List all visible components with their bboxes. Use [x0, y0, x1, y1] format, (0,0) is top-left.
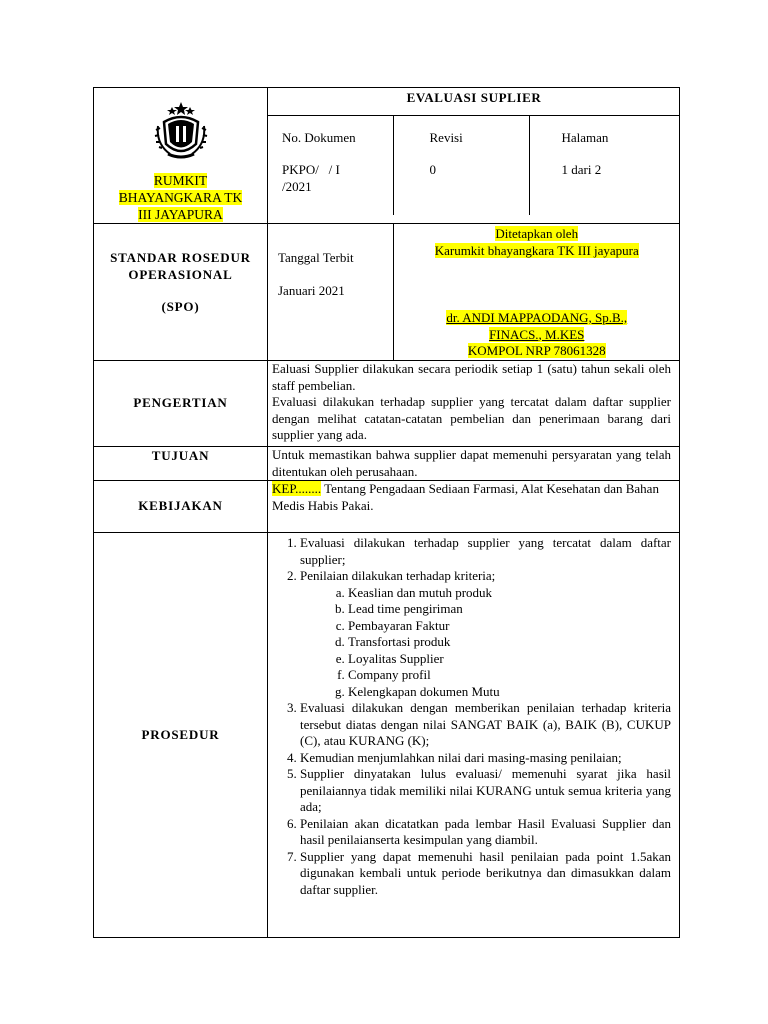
prosedur-content — [268, 533, 680, 938]
prosedur-item-text: Penilaian dilakukan terhadap kriteria; — [300, 568, 496, 583]
tujuan-label: TUJUAN — [94, 447, 268, 481]
halaman-value: 1 dari 2 — [561, 162, 602, 177]
prosedur-item: 7. Supplier yang dapat memenuhi hasil penilaian pada point 1.5akan digunakan kembali untuk periode berikutnya dan dimasukkan dalam daftar supplier. — [300, 849, 671, 899]
pengertian-content — [268, 361, 680, 447]
halaman-cell — [529, 115, 680, 215]
title-cell — [268, 88, 680, 224]
spo-line-3: (SPO) — [161, 299, 200, 314]
kriteria-item: a. Keaslian dan mutuh produk — [348, 585, 671, 602]
institution-line-2: BHAYANGKARA TK — [118, 190, 243, 205]
kebijakan-text: Tentang Pengadaan Sediaan Farmasi, Alat Kesehatan dan Bahan Medis Habis Pakai. — [272, 481, 659, 513]
doc-number-cell — [268, 115, 393, 215]
doc-number-value-2: /2021 — [282, 178, 312, 194]
signer-title: FINACS., M.KES — [489, 326, 585, 342]
ditetapkan-line-1: Ditetapkan oleh — [495, 226, 579, 241]
prosedur-label: PROSEDUR — [94, 533, 268, 938]
spo-label-cell — [94, 224, 268, 361]
signer-nrp: KOMPOL NRP 78061328 — [467, 343, 606, 358]
kriteria-item: g. Kelengkapan dokumen Mutu — [348, 684, 671, 701]
spo-detail-cell — [268, 224, 680, 361]
kriteria-item: b. Lead time pengiriman — [348, 601, 671, 618]
institution-cell — [94, 88, 268, 224]
document-title: EVALUASI SUPLIER — [268, 88, 680, 115]
doc-number-label: No. Dokumen — [282, 129, 356, 145]
revisi-value: 0 — [429, 162, 436, 177]
signer-name: dr. ANDI MAPPAODANG, Sp.B., — [446, 310, 628, 325]
tanggal-value: Januari 2021 — [278, 282, 345, 298]
pengertian-paragraph-2: Evaluasi dilakukan terhadap supplier yang tercatat dalam daftar supplier dengan melihat catatan-catatan pembelian dan penerimaan barang dari supplier yang ada. — [272, 394, 671, 442]
halaman-label: Halaman — [561, 129, 609, 145]
prosedur-item: 5. Supplier dinyatakan lulus evaluasi/ memenuhi syarat jika hasil penilaiannya tidak memiliki nilai KURANG untuk semua kriteria yang ada; — [300, 766, 671, 816]
prosedur-item: 1. Evaluasi dilakukan terhadap supplier yang tercatat dalam daftar supplier; — [300, 535, 671, 568]
revisi-cell — [393, 115, 529, 215]
kriteria-item: c. Pembayaran Faktur — [348, 618, 671, 635]
prosedur-list — [272, 535, 671, 898]
police-emblem-icon — [150, 100, 212, 162]
tanggal-cell — [268, 224, 393, 360]
doc-number-value-1: PKPO/ / I — [282, 162, 340, 177]
kriteria-list — [300, 585, 671, 701]
spo-document — [93, 87, 679, 938]
kriteria-item: e. Loyalitas Supplier — [348, 651, 671, 668]
institution-line-3: III JAYAPURA — [138, 207, 223, 222]
kebijakan-content — [268, 481, 680, 533]
prosedur-item: 4. Kemudian menjumlahkan nilai dari masing-masing penilaian; — [300, 750, 671, 767]
tujuan-content: Untuk memastikan bahwa supplier dapat memenuhi persyaratan yang telah ditentukan oleh perusahaan. — [268, 447, 680, 481]
prosedur-item — [300, 568, 671, 700]
pengertian-label: PENGERTIAN — [94, 361, 268, 447]
kriteria-item: d. Transfortasi produk — [348, 634, 671, 651]
prosedur-item: 6. Penilaian akan dicatatkan pada lembar Hasil Evaluasi Supplier dan hasil penilaianserta kesimpulan yang diambil. — [300, 816, 671, 849]
ditetapkan-line-2: Karumkit bhayangkara TK III jayapura — [434, 242, 639, 258]
spo-line-1: STANDAR ROSEDUR — [110, 250, 251, 265]
pengertian-paragraph-1: Ealuasi Supplier dilakukan secara periodik setiap 1 (satu) tahun sekali oleh staff pembelian. — [272, 361, 671, 393]
kriteria-item: f. Company profil — [348, 667, 671, 684]
ditetapkan-cell — [393, 224, 680, 360]
spo-table — [93, 87, 680, 938]
tanggal-label: Tanggal Terbit — [278, 250, 354, 265]
spo-line-2: OPERASIONAL — [128, 266, 233, 282]
prosedur-item: 3. Evaluasi dilakukan dengan memberikan penilaian terhadap kriteria tersebut diatas dengan nilai SANGAT BAIK (a), BAIK (B), CUKUP (C), atau KURANG (K); — [300, 700, 671, 750]
kebijakan-kep: KEP........ — [272, 481, 322, 496]
revisi-label: Revisi — [429, 129, 463, 145]
institution-line-1: RUMKIT — [153, 173, 208, 188]
kebijakan-label: KEBIJAKAN — [94, 481, 268, 533]
